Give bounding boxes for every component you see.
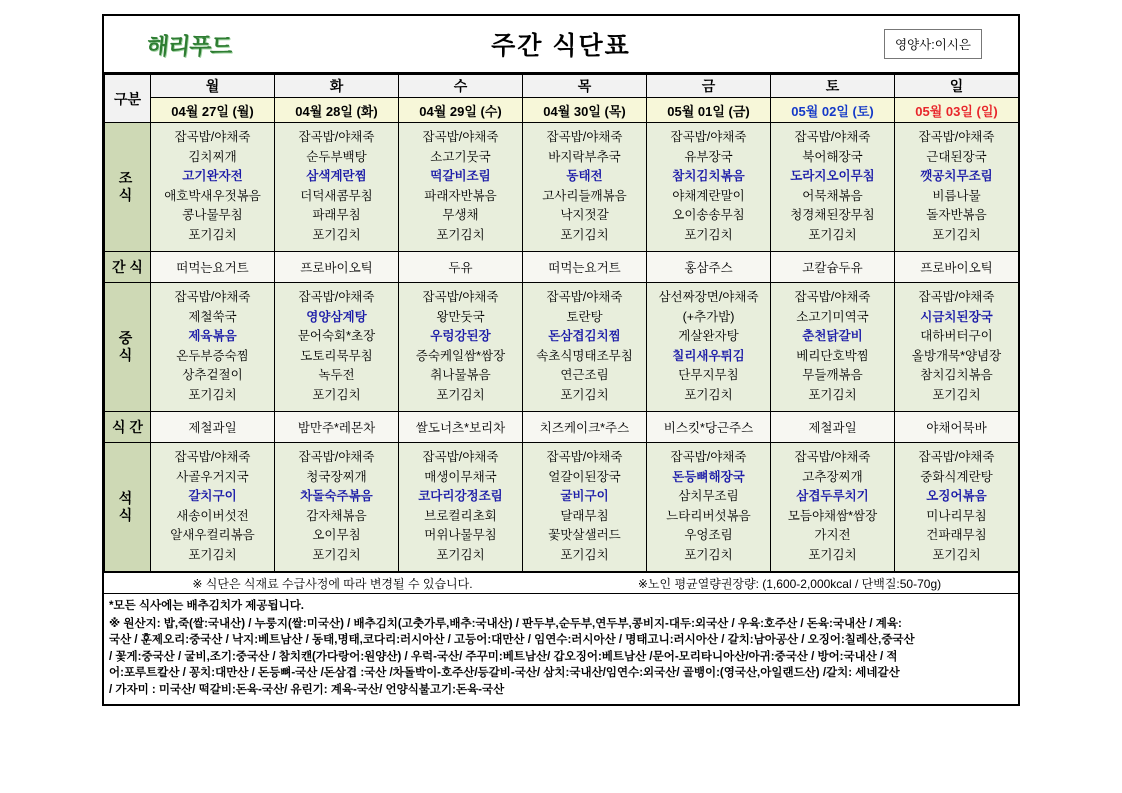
menu-item: 코다리강정조림 (418, 489, 503, 503)
meal-cell-2-0 (151, 283, 275, 412)
menu-item: 소고기뭇국 (430, 149, 491, 164)
date-header-3: 04월 30일 (목) (523, 98, 647, 123)
row-label-1: 간 식 (105, 252, 151, 283)
menu-item: 잡곡밥/야채죽 (422, 130, 499, 144)
menu-item: 두유 (448, 261, 473, 275)
page-title: 주간 식단표 (491, 32, 631, 60)
menu-item: 동태전 (566, 169, 603, 183)
date-header-5: 05월 02일 (토) (771, 98, 895, 123)
origin-notes (104, 594, 1018, 704)
menu-item: 잡곡밥/야채죽 (174, 290, 251, 304)
menu-item: 잡곡밥/야채죽 (918, 290, 995, 304)
meal-cell-0-0 (151, 123, 275, 252)
menu-item: 애호박새우젓볶음 (164, 188, 261, 203)
menu-item: 오이무침 (312, 528, 361, 542)
menu-item: 새송이버섯전 (176, 508, 249, 523)
menu-item: 포기김치 (188, 227, 237, 242)
menu-item: 고추장찌개 (802, 469, 863, 484)
menu-item: 상추겉절이 (182, 368, 243, 382)
menu-item: 잡곡밥/야채죽 (918, 450, 995, 464)
meal-cell-0-3 (523, 123, 647, 252)
menu-item: 참치김치볶음 (920, 368, 993, 382)
date-header-0: 04월 27일 (월) (151, 98, 275, 123)
menu-item: 대하버터구이 (920, 329, 993, 343)
meal-cell-2-5 (771, 283, 895, 412)
menu-item: 칠리새우튀김 (672, 348, 745, 363)
meal-cell-0-5 (771, 123, 895, 252)
menu-item: 제철쑥국 (188, 309, 237, 324)
meal-cell-2-2 (399, 283, 523, 412)
menu-item: 건파래무침 (926, 528, 987, 542)
menu-item: 잡곡밥/야채죽 (670, 450, 747, 464)
menu-item: 낙지젓갈 (560, 208, 609, 222)
menu-item: 유부장국 (684, 149, 733, 164)
menu-item: 삼치무조림 (678, 489, 739, 503)
menu-item: 포기김치 (932, 227, 981, 242)
meal-cell-4-1 (275, 443, 399, 572)
origin-line: ※ 원산지: 밥,죽(쌀:국내산) / 누룽지(쌀:미국산) / 배추김치(고춧가루,배추:국내산) / 판두부,순두부,연두부,콩비지-대두:외국산 / 우육:호주산 / 돈육:국내산 / 계육: (109, 617, 902, 630)
menu-item: 어묵채볶음 (802, 188, 863, 203)
menu-item: 포기김치 (436, 547, 485, 562)
menu-item: 고기완자전 (182, 169, 243, 183)
menu-item: 밤만주*레몬차 (297, 421, 376, 435)
snack-cell-3-3 (523, 412, 647, 443)
menu-item: 포기김치 (808, 387, 857, 402)
snack-cell-1-0 (151, 252, 275, 283)
date-header-1: 04월 28일 (화) (275, 98, 399, 123)
menu-item: 잡곡밥/야채죽 (794, 130, 871, 144)
row-label-3: 식 간 (105, 412, 151, 443)
snack-cell-3-2 (399, 412, 523, 443)
snack-cell-1-3 (523, 252, 647, 283)
menu-item: 느타리버섯볶음 (666, 508, 751, 523)
menu-item: 돈등뼈해장국 (672, 469, 745, 484)
menu-item: 잡곡밥/야채죽 (546, 450, 623, 464)
menu-item: 잡곡밥/야채죽 (918, 130, 995, 144)
menu-item: 고칼슘두유 (802, 261, 863, 275)
brand-logo (104, 28, 274, 61)
menu-item: 단무지무침 (678, 368, 739, 382)
menu-item: 증숙케일쌈*쌈장 (415, 348, 506, 363)
menu-item: 게살완자탕 (678, 329, 739, 343)
date-header-4: 05월 01일 (금) (647, 98, 771, 123)
menu-item: 야채어묵바 (926, 421, 987, 435)
menu-item: 콩나물무침 (182, 208, 243, 222)
date-header-2: 04월 29일 (수) (399, 98, 523, 123)
menu-item: 김치찌개 (188, 149, 237, 164)
menu-item: 알새우컬리볶음 (170, 528, 255, 542)
menu-item: 순두부백탕 (306, 149, 367, 164)
menu-item: 연근조림 (560, 368, 609, 382)
menu-item: 고사리들깨볶음 (542, 188, 627, 203)
document-header (104, 16, 1018, 74)
snack-cell-3-5 (771, 412, 895, 443)
menu-item: 차돌숙주볶음 (300, 489, 373, 503)
menu-item: 바지락부추국 (548, 149, 621, 164)
menu-item: 비스킷*당근주스 (663, 421, 754, 435)
menu-item: 더덕새콤무침 (300, 188, 373, 203)
menu-item: 청국장찌개 (306, 469, 367, 484)
menu-item: 포기김치 (560, 547, 609, 562)
menu-item: 포기김치 (312, 387, 361, 402)
menu-sheet (102, 14, 1020, 706)
menu-item: 포기김치 (188, 547, 237, 562)
meal-cell-0-6 (895, 123, 1019, 252)
menu-item: 제육볶음 (188, 329, 237, 343)
meal-cell-0-2 (399, 123, 523, 252)
menu-item: 취나물볶음 (430, 368, 491, 382)
note-calorie: ※노인 평균열량권장량: (1,600-2,000kcal / 단백질:50-70g) (637, 576, 942, 591)
menu-item: 돌자반볶음 (926, 208, 987, 222)
origin-line: / 꽃게:중국산 / 굴비,조기:중국산 / 참치캔(가다랑어:원양산) / 우럭-국산/ 주꾸미:베트남산/ 갑오징어:베트남산 /문어-모리타니아산/아귀:중국산 / 방어:국내산 / 적 (109, 650, 898, 663)
menu-item: 우엉조림 (684, 528, 733, 542)
note-change: ※ 식단은 식재료 수급사정에 따라 변경될 수 있습니다. (192, 576, 473, 591)
menu-item: 쌀도너츠*보리차 (415, 421, 506, 435)
meal-cell-4-6 (895, 443, 1019, 572)
menu-item: 잡곡밥/야채죽 (298, 450, 375, 464)
menu-item: 포기김치 (560, 387, 609, 402)
snack-cell-3-6 (895, 412, 1019, 443)
gubun-header: 구분 (105, 75, 151, 123)
menu-item: 포기김치 (932, 547, 981, 562)
menu-item: 영양삼계탕 (306, 309, 367, 324)
menu-item: 문어숙회*초장 (297, 329, 376, 343)
menu-item: 잡곡밥/야채죽 (794, 450, 871, 464)
menu-item: 참치김치볶음 (672, 169, 745, 183)
menu-item: 굴비구이 (560, 489, 609, 503)
day-header-5: 토 (771, 75, 895, 98)
menu-item: 오징어볶음 (926, 489, 987, 503)
menu-item: 잡곡밥/야채죽 (298, 130, 375, 144)
menu-item: 포기김치 (684, 547, 733, 562)
menu-item: 파래무침 (312, 208, 361, 222)
menu-item: 포기김치 (560, 227, 609, 242)
day-header-0: 월 (151, 75, 275, 98)
day-header-1: 화 (275, 75, 399, 98)
menu-item: 머위나물무침 (424, 528, 497, 542)
menu-item: 미나리무침 (926, 508, 987, 523)
menu-item: 포기김치 (684, 387, 733, 402)
snack-cell-1-5 (771, 252, 895, 283)
menu-table (104, 74, 1019, 572)
menu-item: 무들깨볶음 (802, 368, 863, 382)
menu-item: 제철과일 (188, 421, 237, 435)
menu-item: 얼갈이된장국 (548, 469, 621, 484)
menu-item: 삼겹두루치기 (796, 489, 869, 503)
menu-item: 떡갈비조림 (430, 169, 491, 183)
menu-item: 가지전 (814, 528, 851, 542)
menu-item: 포기김치 (312, 227, 361, 242)
menu-item: 잡곡밥/야채죽 (422, 450, 499, 464)
menu-item: 홍삼주스 (684, 261, 733, 275)
menu-item: 삼선짜장면/야채죽 (658, 290, 759, 304)
snack-cell-3-0 (151, 412, 275, 443)
meal-cell-2-6 (895, 283, 1019, 412)
nutritionist-area (848, 29, 1018, 59)
menu-item: 비름나물 (932, 188, 981, 203)
menu-item: 온두부증숙찜 (176, 348, 249, 363)
menu-item: 떠먹는요거트 (548, 261, 621, 275)
row-label-2: 중 식 (105, 283, 151, 412)
snack-cell-3-4 (647, 412, 771, 443)
origin-line: 어:포루트칼산 / 꽁치:대만산 / 돈등뼈-국산 /돈삼겹 :국산 /차돌박이-호주산/등갈비-국산/ 삼치:국내산/임연수:외국산/ 골뱅이:(영국산,아일랜드산) /갈치: 세네갈산 (109, 667, 900, 679)
menu-item: 프로바이오틱 (300, 261, 373, 275)
menu-item: 깻공치무조림 (920, 169, 993, 183)
menu-item: 제철과일 (808, 421, 857, 435)
menu-item: 파래자반볶음 (424, 188, 497, 203)
menu-item: 잡곡밥/야채죽 (546, 290, 623, 304)
meal-cell-2-1 (275, 283, 399, 412)
menu-item: 돈삼겹김치찜 (548, 329, 621, 343)
menu-item: 근대된장국 (926, 149, 987, 164)
menu-item: 속초식명태조무침 (536, 348, 633, 363)
menu-item: 잡곡밥/야채죽 (422, 290, 499, 304)
menu-item: 왕만둣국 (436, 309, 485, 324)
menu-item: 프로바이오틱 (920, 261, 993, 275)
menu-item: 꽃맛살샐러드 (548, 528, 621, 542)
menu-item: 잡곡밥/야채죽 (298, 290, 375, 304)
nutritionist-label: 영양사:이시은 (884, 29, 982, 59)
menu-item: 무생채 (442, 208, 479, 222)
menu-item: 포기김치 (932, 387, 981, 402)
menu-item: 잡곡밥/야채죽 (174, 450, 251, 464)
menu-item: 치즈케이크*주스 (539, 421, 630, 435)
menu-item: 포기김치 (436, 387, 485, 402)
menu-item: 포기김치 (808, 547, 857, 562)
meal-cell-4-4 (647, 443, 771, 572)
snack-cell-3-1 (275, 412, 399, 443)
origin-kimchi-note: *모든 식사에는 배추김치가 제공됩니다. (109, 600, 304, 612)
menu-item: 춘천닭갈비 (802, 329, 863, 343)
row-label-0: 조 식 (105, 123, 151, 252)
logo-text: 해리푸드 (144, 33, 233, 60)
menu-item: 토란탕 (566, 309, 603, 324)
origin-line: 국산 / 훈제오리:중국산 / 낙지:베트남산 / 동태,명태,코다리:러시아산 / 고등어:대만산 / 임연수:러시아산 / 명태고니:러시아산 / 갈치:남아공산 / 오징어:칠레산,중국산 (109, 634, 915, 646)
menu-item: 도토리묵무침 (300, 348, 373, 363)
row-label-4: 석 식 (105, 443, 151, 572)
meal-cell-0-4 (647, 123, 771, 252)
menu-item: 우렁강된장 (430, 329, 491, 343)
menu-item: 청경채된장무침 (790, 208, 875, 222)
day-header-4: 금 (647, 75, 771, 98)
menu-item: 떠먹는요거트 (176, 261, 249, 275)
menu-item: 잡곡밥/야채죽 (794, 290, 871, 304)
menu-item: 포기김치 (684, 227, 733, 242)
menu-item: 시금치된장국 (920, 309, 993, 324)
menu-item: 삼색계란찜 (306, 169, 367, 183)
menu-item: 포기김치 (312, 547, 361, 562)
meal-cell-2-4 (647, 283, 771, 412)
menu-item: 올방개묵*양념장 (911, 348, 1002, 363)
menu-item: 포기김치 (808, 227, 857, 242)
menu-item: 도라지오이무침 (790, 169, 875, 183)
meal-cell-0-1 (275, 123, 399, 252)
menu-item: 모듬야채쌈*쌈장 (787, 508, 878, 523)
meal-cell-4-0 (151, 443, 275, 572)
menu-item: 중화식계란탕 (920, 469, 993, 484)
menu-item: (+추가밥) (682, 309, 735, 324)
snack-cell-1-2 (399, 252, 523, 283)
menu-item: 잡곡밥/야채죽 (546, 130, 623, 144)
menu-item: 브로컬리초회 (424, 508, 497, 523)
meal-cell-4-5 (771, 443, 895, 572)
day-header-2: 수 (399, 75, 523, 98)
snack-cell-1-4 (647, 252, 771, 283)
menu-item: 사골우거지국 (176, 469, 249, 484)
menu-item: 녹두전 (318, 368, 355, 382)
meal-cell-2-3 (523, 283, 647, 412)
menu-item: 포기김치 (436, 227, 485, 242)
menu-item: 잡곡밥/야채죽 (670, 130, 747, 144)
menu-item: 북어해장국 (802, 149, 863, 164)
menu-item: 포기김치 (188, 387, 237, 402)
day-header-6: 일 (895, 75, 1019, 98)
menu-item: 잡곡밥/야채죽 (174, 130, 251, 144)
menu-item: 달래무침 (560, 508, 609, 523)
snack-cell-1-1 (275, 252, 399, 283)
origin-line: / 가자미 : 미국산/ 떡갈비:돈육-국산/ 유린기: 계육-국산/ 언양식불고기:돈육-국산 (109, 683, 505, 696)
date-header-6: 05월 03일 (일) (895, 98, 1019, 123)
meal-cell-4-3 (523, 443, 647, 572)
notes-row (104, 572, 1018, 594)
day-header-3: 목 (523, 75, 647, 98)
menu-item: 갈치구이 (188, 489, 237, 503)
menu-item: 베리단호박찜 (796, 348, 869, 363)
menu-item: 매생이무채국 (424, 469, 497, 484)
menu-item: 소고기미역국 (796, 309, 869, 324)
meal-cell-4-2 (399, 443, 523, 572)
menu-item: 오이송송무침 (672, 208, 745, 222)
snack-cell-1-6 (895, 252, 1019, 283)
menu-item: 야채계란말이 (672, 188, 745, 203)
menu-item: 감자채볶음 (306, 508, 367, 523)
